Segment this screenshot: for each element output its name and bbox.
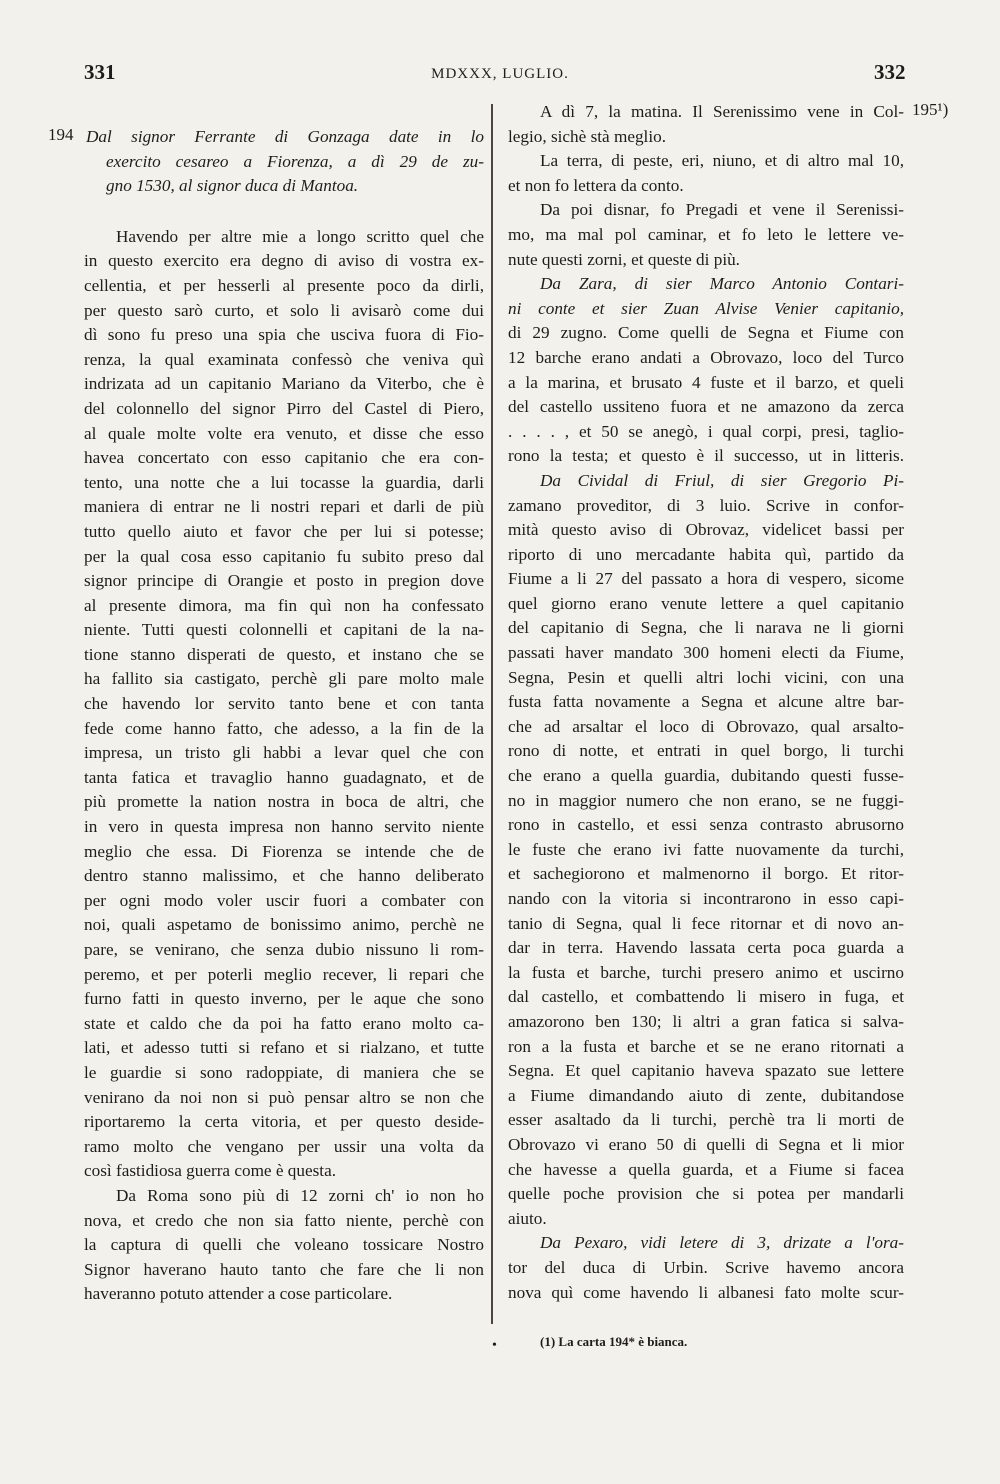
text-line: quel giorno erano venute lettere a quel capitanio bbox=[508, 593, 904, 613]
page-number-right: 332 bbox=[874, 60, 906, 84]
text-line: così fastidiosa guerra come è questa. bbox=[84, 1161, 336, 1181]
text-line: la captura di quelli che voleano tossicare Nostro bbox=[84, 1235, 484, 1255]
text-line: che ad arsaltar el loco di Obrovazo, qual arsalto- bbox=[508, 716, 904, 736]
text-line: furno fatti in questo inverno, per le aque che sono bbox=[84, 989, 484, 1009]
text-line: ramo molto che vengano per ussir una volta da bbox=[84, 1136, 484, 1156]
footnote: (1) La carta 194* è bianca. bbox=[540, 1334, 688, 1349]
text-line: Da Cividal di Friul, di sier Gregorio Pi- bbox=[540, 470, 904, 490]
text-line: dentro stanno malissimo, et che hanno deliberato bbox=[84, 866, 484, 886]
text-line: A dì 7, la matina. Il Serenissimo vene in Col- bbox=[540, 102, 904, 121]
text-line: al quale molte volte era venuto, et disse che esso bbox=[84, 423, 484, 443]
text-line: per ogni modo voler uscir fuori a combater con bbox=[84, 890, 484, 910]
text-line: indrizata ad un capitanio Mariano da Viterbo, che è bbox=[84, 374, 484, 394]
text-line: peremo, et per poterli meglio recever, li repari che bbox=[84, 964, 484, 984]
footnote-marker-dot: • bbox=[492, 1338, 497, 1353]
text-line: 12 barche erano andati a Obrovazo, loco del Turco bbox=[508, 347, 904, 367]
document-heading bbox=[84, 125, 484, 199]
heading-line: gno 1530, al signor duca di Mantoa. bbox=[106, 176, 359, 196]
text-line: legio, sichè stà meglio. bbox=[508, 126, 666, 146]
text-line: signor principe di Orangie et posto in pregion dove bbox=[84, 571, 484, 591]
text-line: in vero in questa impresa non hanno servito niente bbox=[84, 817, 484, 837]
text-line: tanio di Segna, qual li fece ritornar et di novo an- bbox=[508, 913, 904, 933]
running-title: MDXXX, LUGLIO. bbox=[431, 66, 569, 82]
text-line: a Fiume dimandando aiuto di zente, dubitandose bbox=[508, 1085, 904, 1105]
text-line: cellentia, et per hesserli al presente poco da dirli, bbox=[84, 275, 484, 295]
text-line: no in maggior numero che non erano, se ne fuggi- bbox=[508, 790, 904, 810]
text-line: dal castello, et combattendo li misero in fuga, et bbox=[508, 987, 904, 1007]
text-line: Segna, Pesin et quelli altri lochi vicini, con una bbox=[508, 667, 904, 687]
text-line: nova quì come havendo li albanesi fato molte scur- bbox=[508, 1282, 904, 1302]
text-line: passati haver mandato 300 homeni electi da Fiume, bbox=[508, 643, 904, 663]
text-line: del castello ussiteno fuora et ne amazono da zerca bbox=[508, 397, 904, 417]
text-line: al presente dimora, ma fin quì non ha confessato bbox=[84, 595, 484, 615]
text-line: rono la testa; et questo è il successo, ut in litteris. bbox=[508, 446, 904, 466]
text-line: più promette la nation nostra in boca de altri, che bbox=[84, 792, 484, 812]
text-line: fusta fatta novamente a Segna et alcune altre bar- bbox=[508, 692, 904, 712]
text-line: riporto di uno mercadante habita quì, partido da bbox=[508, 544, 904, 564]
text-line: ha fallito sia castigato, perchè gli pare molto male bbox=[84, 669, 484, 689]
text-line: Da Roma sono più di 12 zorni ch' io non ho bbox=[116, 1185, 484, 1205]
text-line: la fusta et barche, turchi presero animo et uscirno bbox=[508, 962, 904, 982]
margin-folio-right: 195¹) bbox=[912, 100, 949, 119]
text-line: state et caldo che da poi ha fatto erano molto ca- bbox=[84, 1013, 484, 1033]
text-line: tento, una notte che a lui tocasse la guardia, darli bbox=[84, 472, 484, 492]
text-line: nute questi zorni, et queste di più. bbox=[508, 249, 740, 269]
text-line: tanta fatica et travaglio hanno guadagnato, et de bbox=[84, 767, 484, 787]
text-line: che havesse a quella guarda, et a Fiume si facea bbox=[508, 1159, 904, 1179]
text-line: in questo exercito era degno di aviso di vostra ex- bbox=[84, 251, 484, 271]
right-column bbox=[508, 100, 904, 1305]
text-line: renza, la qual examinata confessò che veniva quì bbox=[84, 349, 484, 369]
text-line: del capitanio di Segna, che li narava ne li giorni bbox=[508, 618, 904, 638]
text-line: noi, quali aspetamo de bonissimo animo, perchè ne bbox=[84, 915, 484, 935]
text-line: quelle poche provision che si potea per mandarli bbox=[508, 1184, 904, 1204]
text-line: tutto quello aiuto et favor che per lui si potesse; bbox=[84, 521, 484, 541]
text-line: Fiume a li 27 del passato a hora di vespero, sicome bbox=[508, 569, 904, 589]
text-line: Da Pexaro, vidi letere di 3, drizate a l'ora- bbox=[540, 1233, 904, 1253]
text-line: fede come hanno fatto, che adesso, a la fin de la bbox=[84, 718, 484, 738]
text-line: di 29 zugno. Come quelli de Segna et Fiume con bbox=[508, 323, 904, 343]
text-line: havea concertato con esso capitanio che era con- bbox=[84, 448, 484, 468]
text-line: per questo sarò curto, et solo li avisarò come dui bbox=[84, 300, 484, 320]
text-line: aiuto. bbox=[508, 1208, 547, 1228]
text-line: dar in terra. Havendo lassata certa poca guarda a bbox=[508, 938, 904, 958]
text-line: mo, ma mal pol caminar, et fo leto le lettere ve- bbox=[508, 224, 904, 244]
text-line: che havendo lor servito tanto bene et con tanta bbox=[84, 694, 484, 714]
text-line: Da poi disnar, fo Pregadi et vene il Serenissi- bbox=[540, 200, 904, 220]
left-column bbox=[84, 125, 484, 1307]
text-line: mità questo aviso di Obrovaz, videlicet bassi per bbox=[508, 520, 904, 540]
text-line: rono in castello, et essi senza contrasto abrusorno bbox=[508, 815, 904, 835]
text-line: nando con la vitoria si incontrarono in esso capi- bbox=[508, 889, 904, 908]
heading-line: exercito cesareo a Fiorenza, a dì 29 de zu- bbox=[106, 151, 484, 171]
text-line: a la marina, et brusato 4 fuste et il barzo, et queli bbox=[508, 372, 904, 392]
text-line: Da Zara, di sier Marco Antonio Contari- bbox=[540, 274, 904, 294]
text-line: nova, et credo che non sia fatto niente, perchè con bbox=[84, 1210, 484, 1230]
text-line: pare, se venirano, che senza dubio nissuno li rom- bbox=[84, 940, 484, 959]
text-line: . . . . , et 50 se anegò, i qual corpi, presi, taglio- bbox=[508, 421, 904, 441]
text-line: rono di notte, et entrati in quel borgo, li turchi bbox=[508, 741, 904, 761]
text-line: Segna. Et quel capitanio haveva spazato sue lettere bbox=[508, 1061, 904, 1081]
text-line: tione stanno disperati de questo, et instano che se bbox=[84, 644, 484, 664]
text-line: meglio che essa. Di Fiorenza se intende che de bbox=[84, 841, 484, 861]
text-line: per la qual cosa esso capitanio fu subito preso dal bbox=[84, 546, 484, 566]
text-line: La terra, di peste, eri, niuno, et di altro mal 10, bbox=[540, 151, 904, 171]
text-line: del colonnello del signor Pirro del Castel di Piero, bbox=[84, 398, 484, 418]
text-line: amazorono ben 130; li altri a gran fatica si salva- bbox=[508, 1011, 904, 1031]
text-line: lati, et adesso tutti si refano et si rialzano, et tutte bbox=[84, 1038, 484, 1058]
text-line: et non fo lettera da conto. bbox=[508, 175, 684, 195]
column-divider bbox=[491, 104, 493, 1324]
text-line: maniera di entrar ne li nostri repari et darli de più bbox=[84, 497, 484, 517]
text-line: le fuste che erano ivi fatte nuovamente da turchi, bbox=[508, 839, 904, 859]
text-line: che erano a quella guardia, dubitando questi fusse- bbox=[508, 766, 904, 786]
text-line: zamano proveditor, di 3 luio. Scrive in confor- bbox=[508, 495, 904, 515]
text-line: venirano da noi non si può pensar altro se non che bbox=[84, 1087, 484, 1107]
margin-folio-left: 194 bbox=[48, 125, 74, 144]
text-line: et sachegiorono et malmenorno il borgo. Et ritor- bbox=[508, 864, 904, 884]
text-line: ni conte et sier Zuan Alvise Venier capitanio, bbox=[508, 298, 904, 318]
text-line: tor del duca di Urbin. Scrive havemo ancora bbox=[508, 1257, 904, 1277]
heading-line: Dal signor Ferrante di Gonzaga date in lo bbox=[86, 127, 484, 146]
text-line: dì sono fu preso una spia che usciva fuora di Fio- bbox=[84, 325, 484, 345]
text-line: haveranno potuto attender a cose particolare. bbox=[84, 1284, 393, 1304]
text-line: niente. Tutti questi colonnelli et capitani de la na- bbox=[84, 620, 484, 640]
text-line: le guardie si sono radoppiate, di maniera che se bbox=[84, 1062, 484, 1082]
page-number-left: 331 bbox=[84, 60, 116, 84]
letter-body bbox=[84, 225, 484, 1307]
text-line: Havendo per altre mie a longo scritto quel che bbox=[116, 226, 484, 246]
text-line: Obrovazo vi erano 50 di quelli di Segna et li mior bbox=[508, 1134, 904, 1154]
text-line: impresa, un tristo gli habbi a levar quel che con bbox=[84, 743, 484, 763]
text-line: ron a la fusta et barche et se ne erano ritornati a bbox=[508, 1036, 904, 1056]
text-line: riportaremo la certa vitoria, et per questo deside- bbox=[84, 1112, 484, 1132]
text-line: Signor haverano hauto tanto che fare che li non bbox=[84, 1259, 484, 1279]
text-line: esser asaltado da li turchi, perchè tra li morti de bbox=[508, 1110, 904, 1130]
